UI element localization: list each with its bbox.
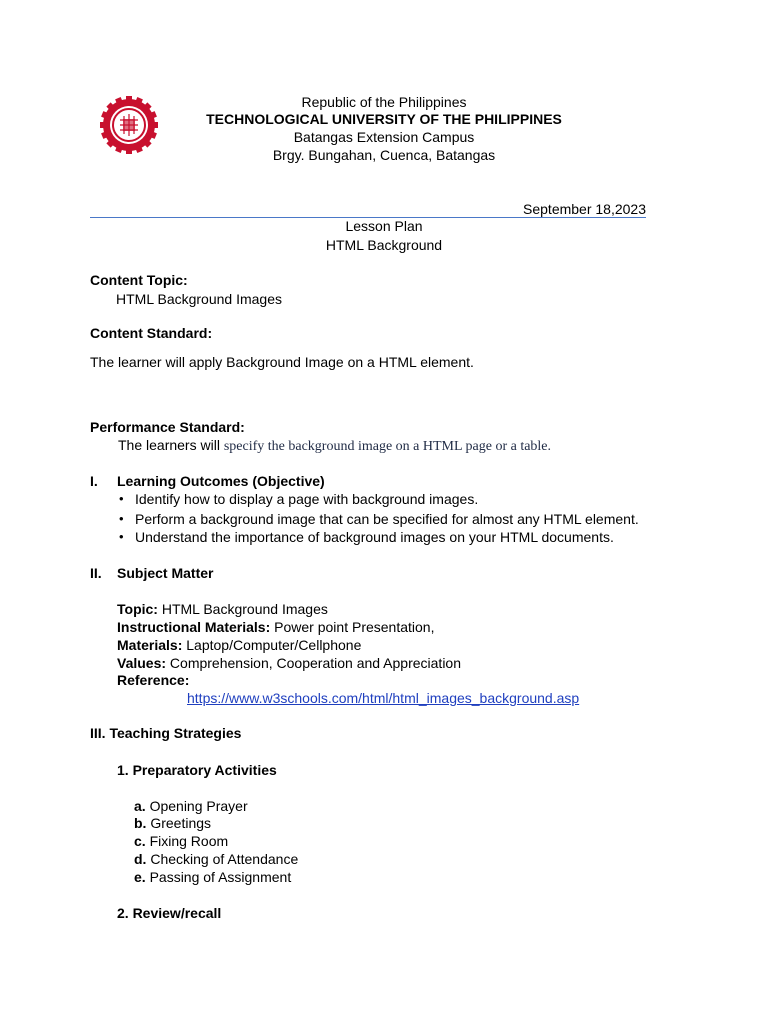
section-1-number: I. xyxy=(90,473,98,489)
activity-item xyxy=(134,851,298,868)
content-standard-value: The learner will apply Background Image on a HTML element. xyxy=(90,354,474,370)
instructional-materials-value: Power point Presentation, xyxy=(270,619,435,635)
doc-title-lesson-plan: Lesson Plan xyxy=(345,218,423,234)
activity-letter: a. xyxy=(134,798,146,814)
performance-standard-label: Performance Standard: xyxy=(90,419,245,435)
activity-text: Opening Prayer xyxy=(145,798,248,814)
activity-letter: d. xyxy=(134,851,147,867)
instructional-materials-label: Instructional Materials: xyxy=(117,619,271,635)
review-recall-heading: 2. Review/recall xyxy=(117,905,222,921)
subject-values xyxy=(117,655,461,672)
reference-label: Reference: xyxy=(117,672,190,688)
content-topic-value: HTML Background Images xyxy=(116,291,282,307)
section-1-title: Learning Outcomes (Objective) xyxy=(117,473,325,489)
activity-letter: c. xyxy=(134,833,146,849)
activity-item xyxy=(134,833,228,850)
activity-letter: b. xyxy=(134,815,147,831)
activity-text: Fixing Room xyxy=(145,833,229,849)
objective-item: Perform a background image that can be specified for almost any HTML element. xyxy=(135,511,639,527)
section-3-title: III. Teaching Strategies xyxy=(90,725,242,741)
header-campus: Batangas Extension Campus xyxy=(293,129,475,145)
activity-letter: e. xyxy=(134,869,146,885)
content-topic-label: Content Topic: xyxy=(90,272,188,288)
values-label: Values: xyxy=(117,655,167,671)
content-standard-label: Content Standard: xyxy=(90,325,213,341)
subject-topic xyxy=(117,601,328,618)
performance-standard-value xyxy=(118,437,551,455)
header-republic: Republic of the Philippines xyxy=(301,94,467,110)
activity-item xyxy=(134,798,248,815)
performance-standard-rest: specify the background image on a HTML page or a table. xyxy=(223,439,552,454)
topic-label: Topic: xyxy=(117,601,158,617)
subject-instructional-materials xyxy=(117,619,434,636)
section-2-number: II. xyxy=(90,565,102,581)
activity-item xyxy=(134,869,291,886)
document-date: September 18,2023 xyxy=(523,201,646,217)
subject-materials xyxy=(117,637,361,654)
doc-title-subject: HTML Background xyxy=(325,237,443,253)
preparatory-activities-heading: 1. Preparatory Activities xyxy=(117,762,277,778)
header-university: TECHNOLOGICAL UNIVERSITY OF THE PHILIPPINES xyxy=(206,111,562,127)
activity-text: Greetings xyxy=(146,815,212,831)
materials-value: Laptop/Computer/Cellphone xyxy=(182,637,362,653)
values-value: Comprehension, Cooperation and Appreciation xyxy=(166,655,462,671)
performance-standard-lead: The learners will xyxy=(118,437,224,453)
activity-item xyxy=(134,815,211,832)
bullet-icon: • xyxy=(119,511,124,526)
topic-value: HTML Background Images xyxy=(157,601,328,617)
activity-text: Checking of Attendance xyxy=(146,851,299,867)
materials-label: Materials: xyxy=(117,637,183,653)
objective-item: Understand the importance of background images on your HTML documents. xyxy=(135,529,614,545)
bullet-icon: • xyxy=(119,491,124,506)
objective-item: Identify how to display a page with background images. xyxy=(135,491,479,507)
reference-link[interactable]: https://www.w3schools.com/html/html_images_background.asp xyxy=(187,690,580,706)
activity-text: Passing of Assignment xyxy=(145,869,292,885)
section-2-title: Subject Matter xyxy=(117,565,214,581)
header-address: Brgy. Bungahan, Cuenca, Batangas xyxy=(272,147,496,163)
bullet-icon: • xyxy=(119,529,124,544)
